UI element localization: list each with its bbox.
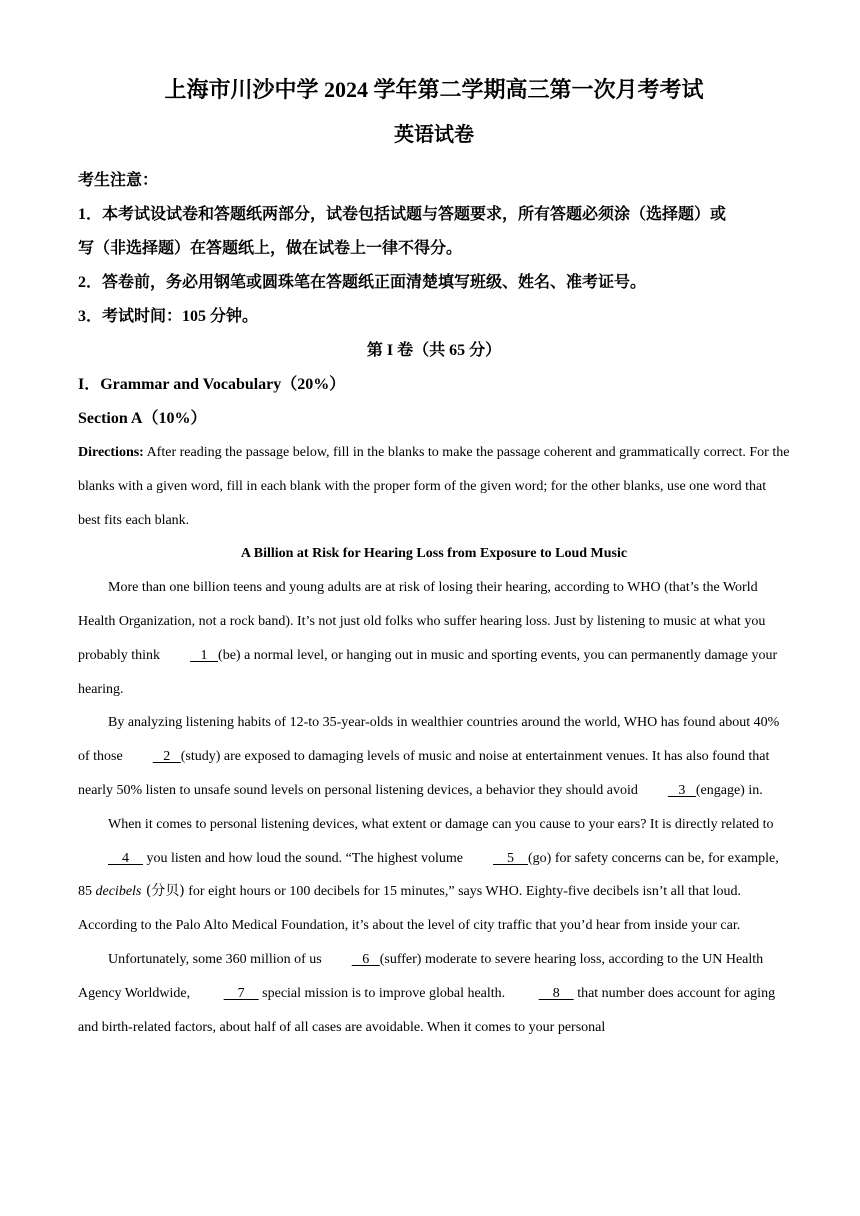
paragraph-3 <box>78 808 790 943</box>
paragraph-text: (suffer) moderate to severe hearing loss, according to the UN Health Agency Worldwide, <box>78 951 764 1001</box>
paragraph-1 <box>78 571 790 706</box>
part-title: 第 I 卷（共 65 分） <box>366 342 502 359</box>
directions <box>78 436 790 537</box>
exam-page <box>78 74 790 1044</box>
notice-heading: 考生注意： <box>78 172 159 189</box>
blank-8: 8 <box>538 985 574 1001</box>
exam-title: 上海市川沙中学 2024 学年第二学期高三第一次月考考试 <box>164 77 704 102</box>
paragraph-text: that number does account for aging and birth-related factors, about half of all cases are avoidable. When it comes to your personal <box>78 985 776 1035</box>
passage-body <box>78 571 790 1044</box>
paragraph-text: When it comes to personal listening devices, what extent or damage can you cause to your ears? It is directly related to <box>108 816 774 832</box>
blank-4: 4 <box>108 850 143 866</box>
paragraph-text: (be) a normal level, or hanging out in music and sporting events, you can permanently damage your hearing. <box>78 647 778 697</box>
paragraph-text: (go) for safety concerns can be, for example, 85 <box>78 850 779 900</box>
blank-1: 1 <box>190 647 219 663</box>
decibels-term: decibels <box>95 884 142 900</box>
notice-item-1-line-2: 写（非选择题）在答题纸上，做在试卷上一律不得分。 <box>78 240 463 257</box>
directions-text: After reading the passage below, fill in the blanks to make the passage coherent and grammatically correct. For the blanks with a given word, fill in each blank with the proper form of the given word; for the other blanks, use one word that best fits each blank. <box>78 445 790 528</box>
notice-item-3: 3．考试时间：105 分钟。 <box>78 308 259 325</box>
blank-5: 5 <box>493 850 529 866</box>
blank-2: 2 <box>152 749 181 765</box>
paragraph-text: (study) are exposed to damaging levels of music and noise at entertainment venues. It has also found that nearly 50% listen to unsafe sound levels on personal listening devices, a behavior they should avoid <box>78 749 770 798</box>
blank-6: 6 <box>351 951 380 967</box>
decibels-translation: (分贝) <box>141 883 185 900</box>
paragraph-text: Unfortunately, some 360 million of us <box>108 951 322 967</box>
exam-subtitle: 英语试卷 <box>394 124 474 146</box>
paragraph-text: By analyzing listening habits of 12-to 35-year-olds in wealthier countries around the world, WHO has found about 40% of those <box>78 715 780 765</box>
paragraph-text: special mission is to improve global health. <box>258 985 509 1001</box>
blank-7: 7 <box>223 985 259 1001</box>
notice-item-1-line-1: 1．本考试设试卷和答题纸两部分，试卷包括试题与答题要求，所有答题必须涂（选择题）或 <box>78 206 727 223</box>
paragraph-4 <box>78 943 790 1044</box>
blank-3: 3 <box>667 782 696 798</box>
section-heading-a: Section A（10%） <box>78 410 207 427</box>
paragraph-text: for eight hours or 100 decibels for 15 minutes,” says WHO. Eighty-five decibels isn’t all that loud. According to the Palo Alto Medical Foundation, it’s about the level of city traffic that you’d hear from inside your car. <box>78 884 742 934</box>
paragraph-2 <box>78 706 790 807</box>
paragraph-text: More than one billion teens and young adults are at risk of losing their hearing, according to WHO (that’s the World Health Organization, not a rock band). It’s not just old folks who suffer hearing loss. Just by listening to music at what you probably think <box>78 580 766 663</box>
notice-item-2: 2．答卷前，务必用钢笔或圆珠笔在答题纸正面清楚填写班级、姓名、准考证号。 <box>78 274 647 291</box>
directions-label: Directions: <box>78 445 144 460</box>
passage-title: A Billion at Risk for Hearing Loss from Exposure to Loud Music <box>240 546 628 562</box>
paragraph-text: you listen and how loud the sound. “The highest volume <box>143 850 464 866</box>
notice-block <box>78 164 790 334</box>
paragraph-text: (engage) in. <box>695 782 763 798</box>
section-heading-main: I．Grammar and Vocabulary（20%） <box>78 376 346 393</box>
